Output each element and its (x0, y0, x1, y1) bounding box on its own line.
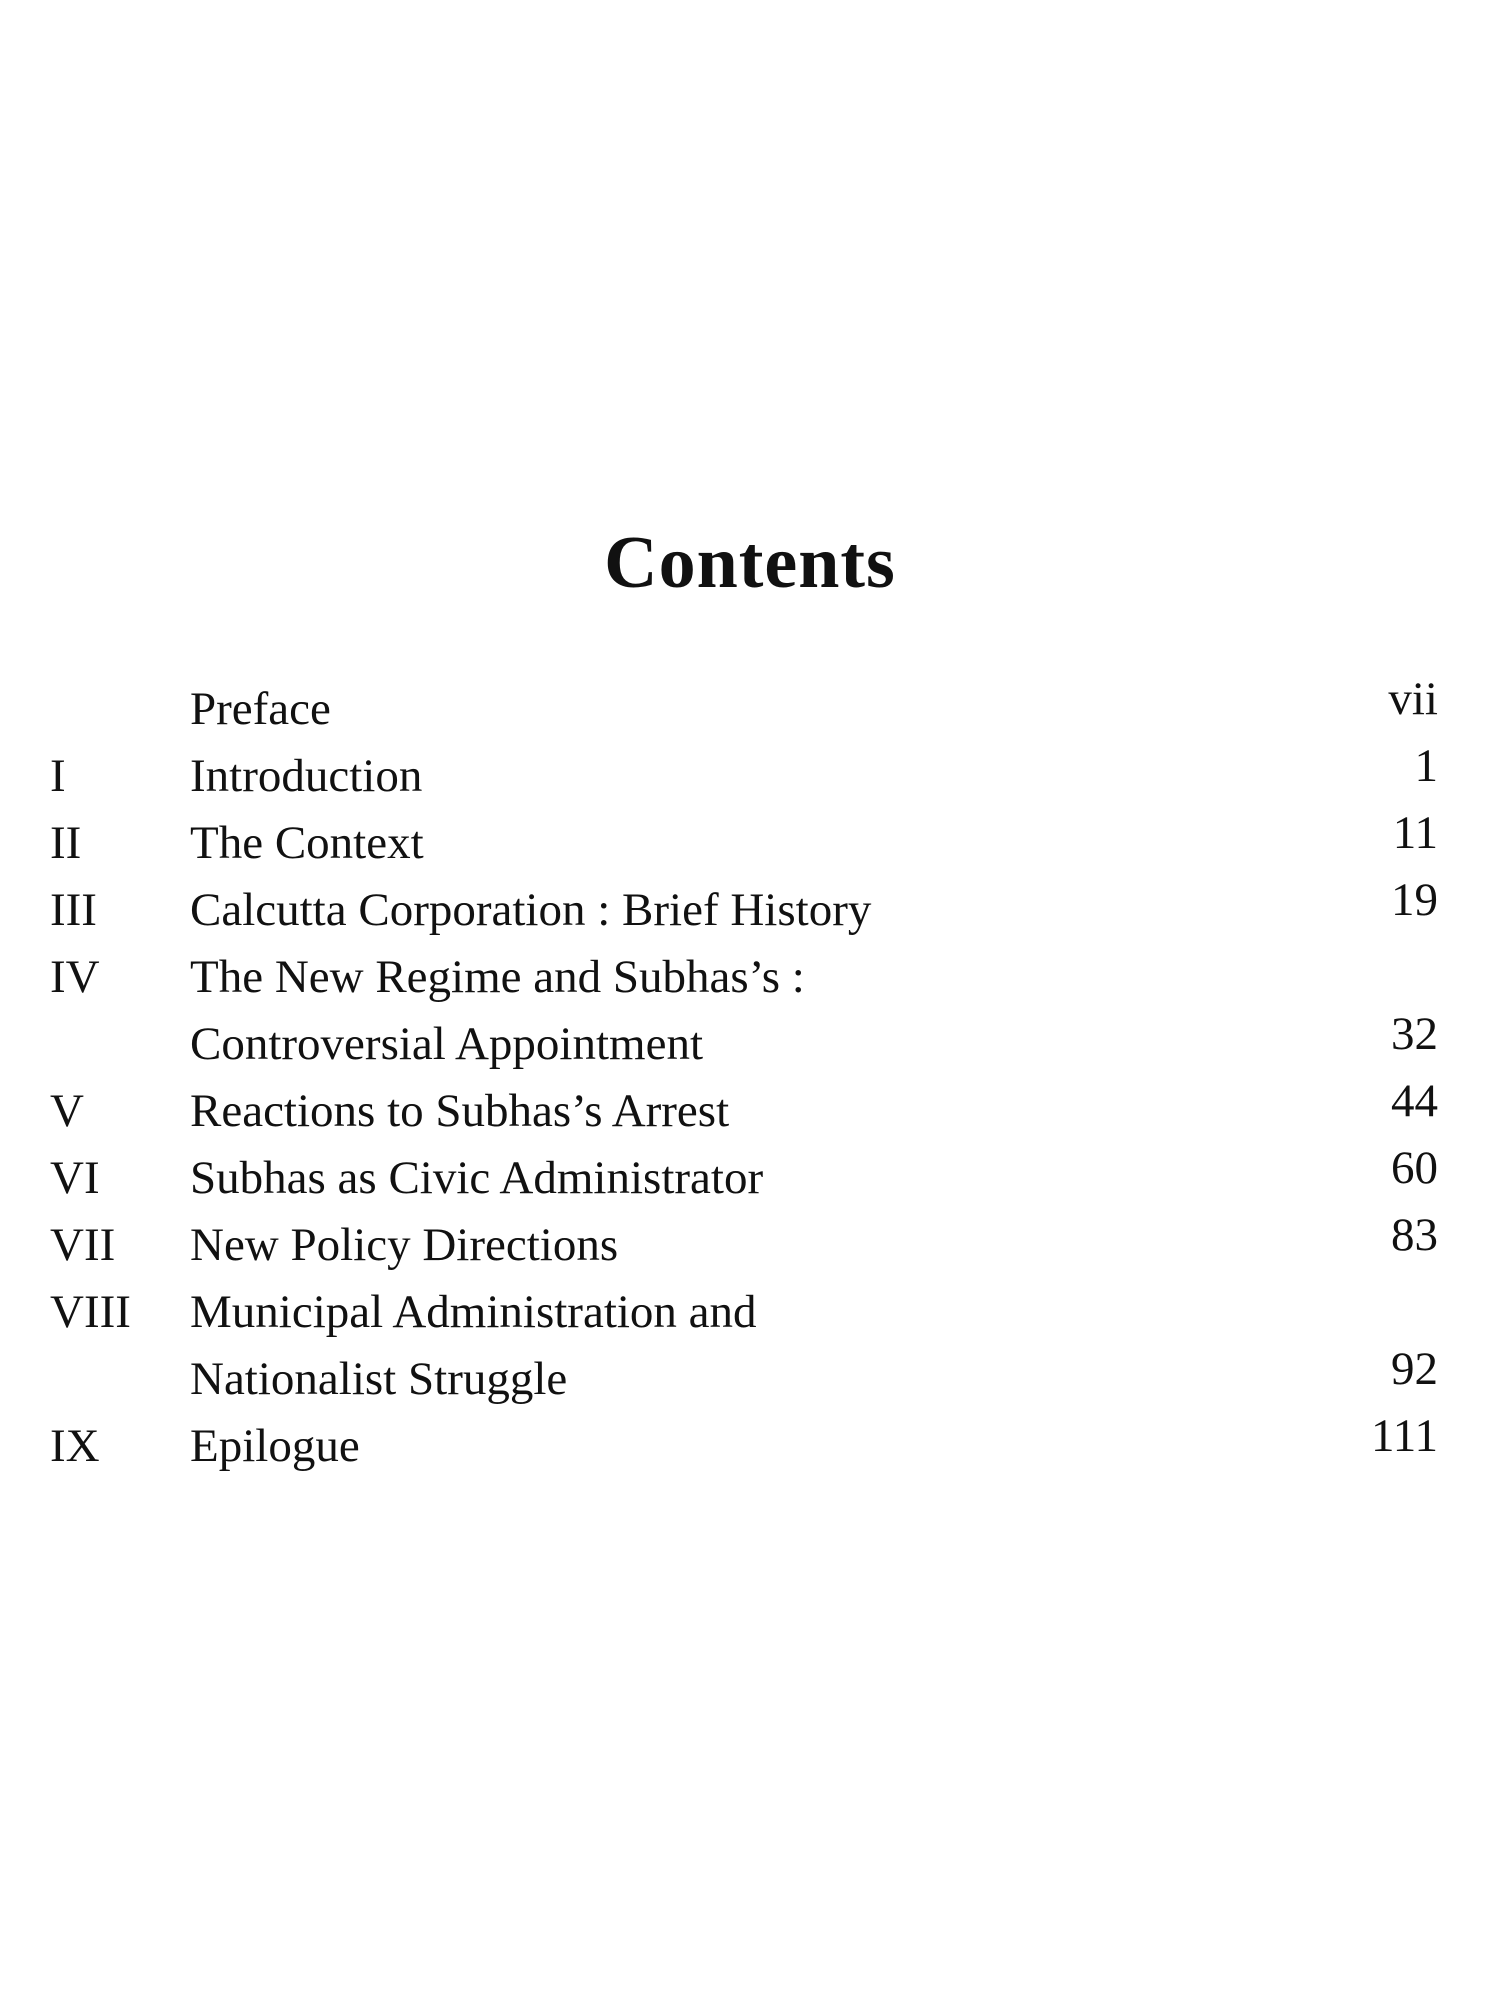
chapter-number: I (50, 750, 66, 802)
toc-entry (0, 874, 1500, 944)
chapter-title: Nationalist Struggle (190, 1353, 568, 1405)
chapter-number: V (50, 1085, 84, 1137)
chapter-number: VII (50, 1219, 116, 1271)
page-number: 44 (1391, 1075, 1438, 1127)
page-number: 111 (1370, 1410, 1438, 1462)
chapter-title: Controversial Appointment (190, 1018, 704, 1070)
chapter-title: Subhas as Civic Administrator (190, 1152, 764, 1204)
page-number: 1 (1414, 740, 1438, 792)
page-number: 83 (1391, 1209, 1438, 1261)
chapter-number: VIII (50, 1286, 131, 1338)
chapter-title: Introduction (190, 750, 423, 802)
page-number: vii (1388, 673, 1438, 725)
page-number: 60 (1391, 1142, 1438, 1194)
page-number: 19 (1391, 874, 1438, 926)
toc-entry (0, 673, 1500, 743)
toc-entry (0, 1142, 1500, 1212)
chapter-title: New Policy Directions (190, 1219, 619, 1271)
chapter-title: The New Regime and Subhas’s : (190, 951, 805, 1003)
chapter-title: Calcutta Corporation : Brief History (190, 884, 872, 936)
page-number: 11 (1392, 807, 1438, 859)
chapter-number: II (50, 817, 82, 869)
page-number: 92 (1391, 1343, 1438, 1395)
toc-entry (0, 1008, 1500, 1078)
chapter-number: III (50, 884, 97, 936)
toc-entry (0, 1075, 1500, 1145)
toc-entry (0, 1410, 1500, 1480)
toc-entry (0, 1343, 1500, 1413)
chapter-title: Reactions to Subhas’s Arrest (190, 1085, 730, 1137)
chapter-number: IV (50, 951, 100, 1003)
toc-entry (0, 740, 1500, 810)
toc-entry (0, 807, 1500, 877)
page-title: Contents (604, 521, 896, 604)
chapter-title: Preface (190, 683, 331, 735)
chapter-number: VI (50, 1152, 100, 1204)
page-number: 32 (1391, 1008, 1438, 1060)
toc-entry (0, 944, 1500, 1011)
chapter-title: Epilogue (190, 1420, 360, 1472)
table-of-contents (0, 673, 1500, 1480)
chapter-title: Municipal Administration and (190, 1286, 757, 1338)
chapter-number: IX (50, 1420, 100, 1472)
toc-entry (0, 1279, 1500, 1346)
chapter-title: The Context (190, 817, 424, 869)
toc-entry (0, 1209, 1500, 1279)
